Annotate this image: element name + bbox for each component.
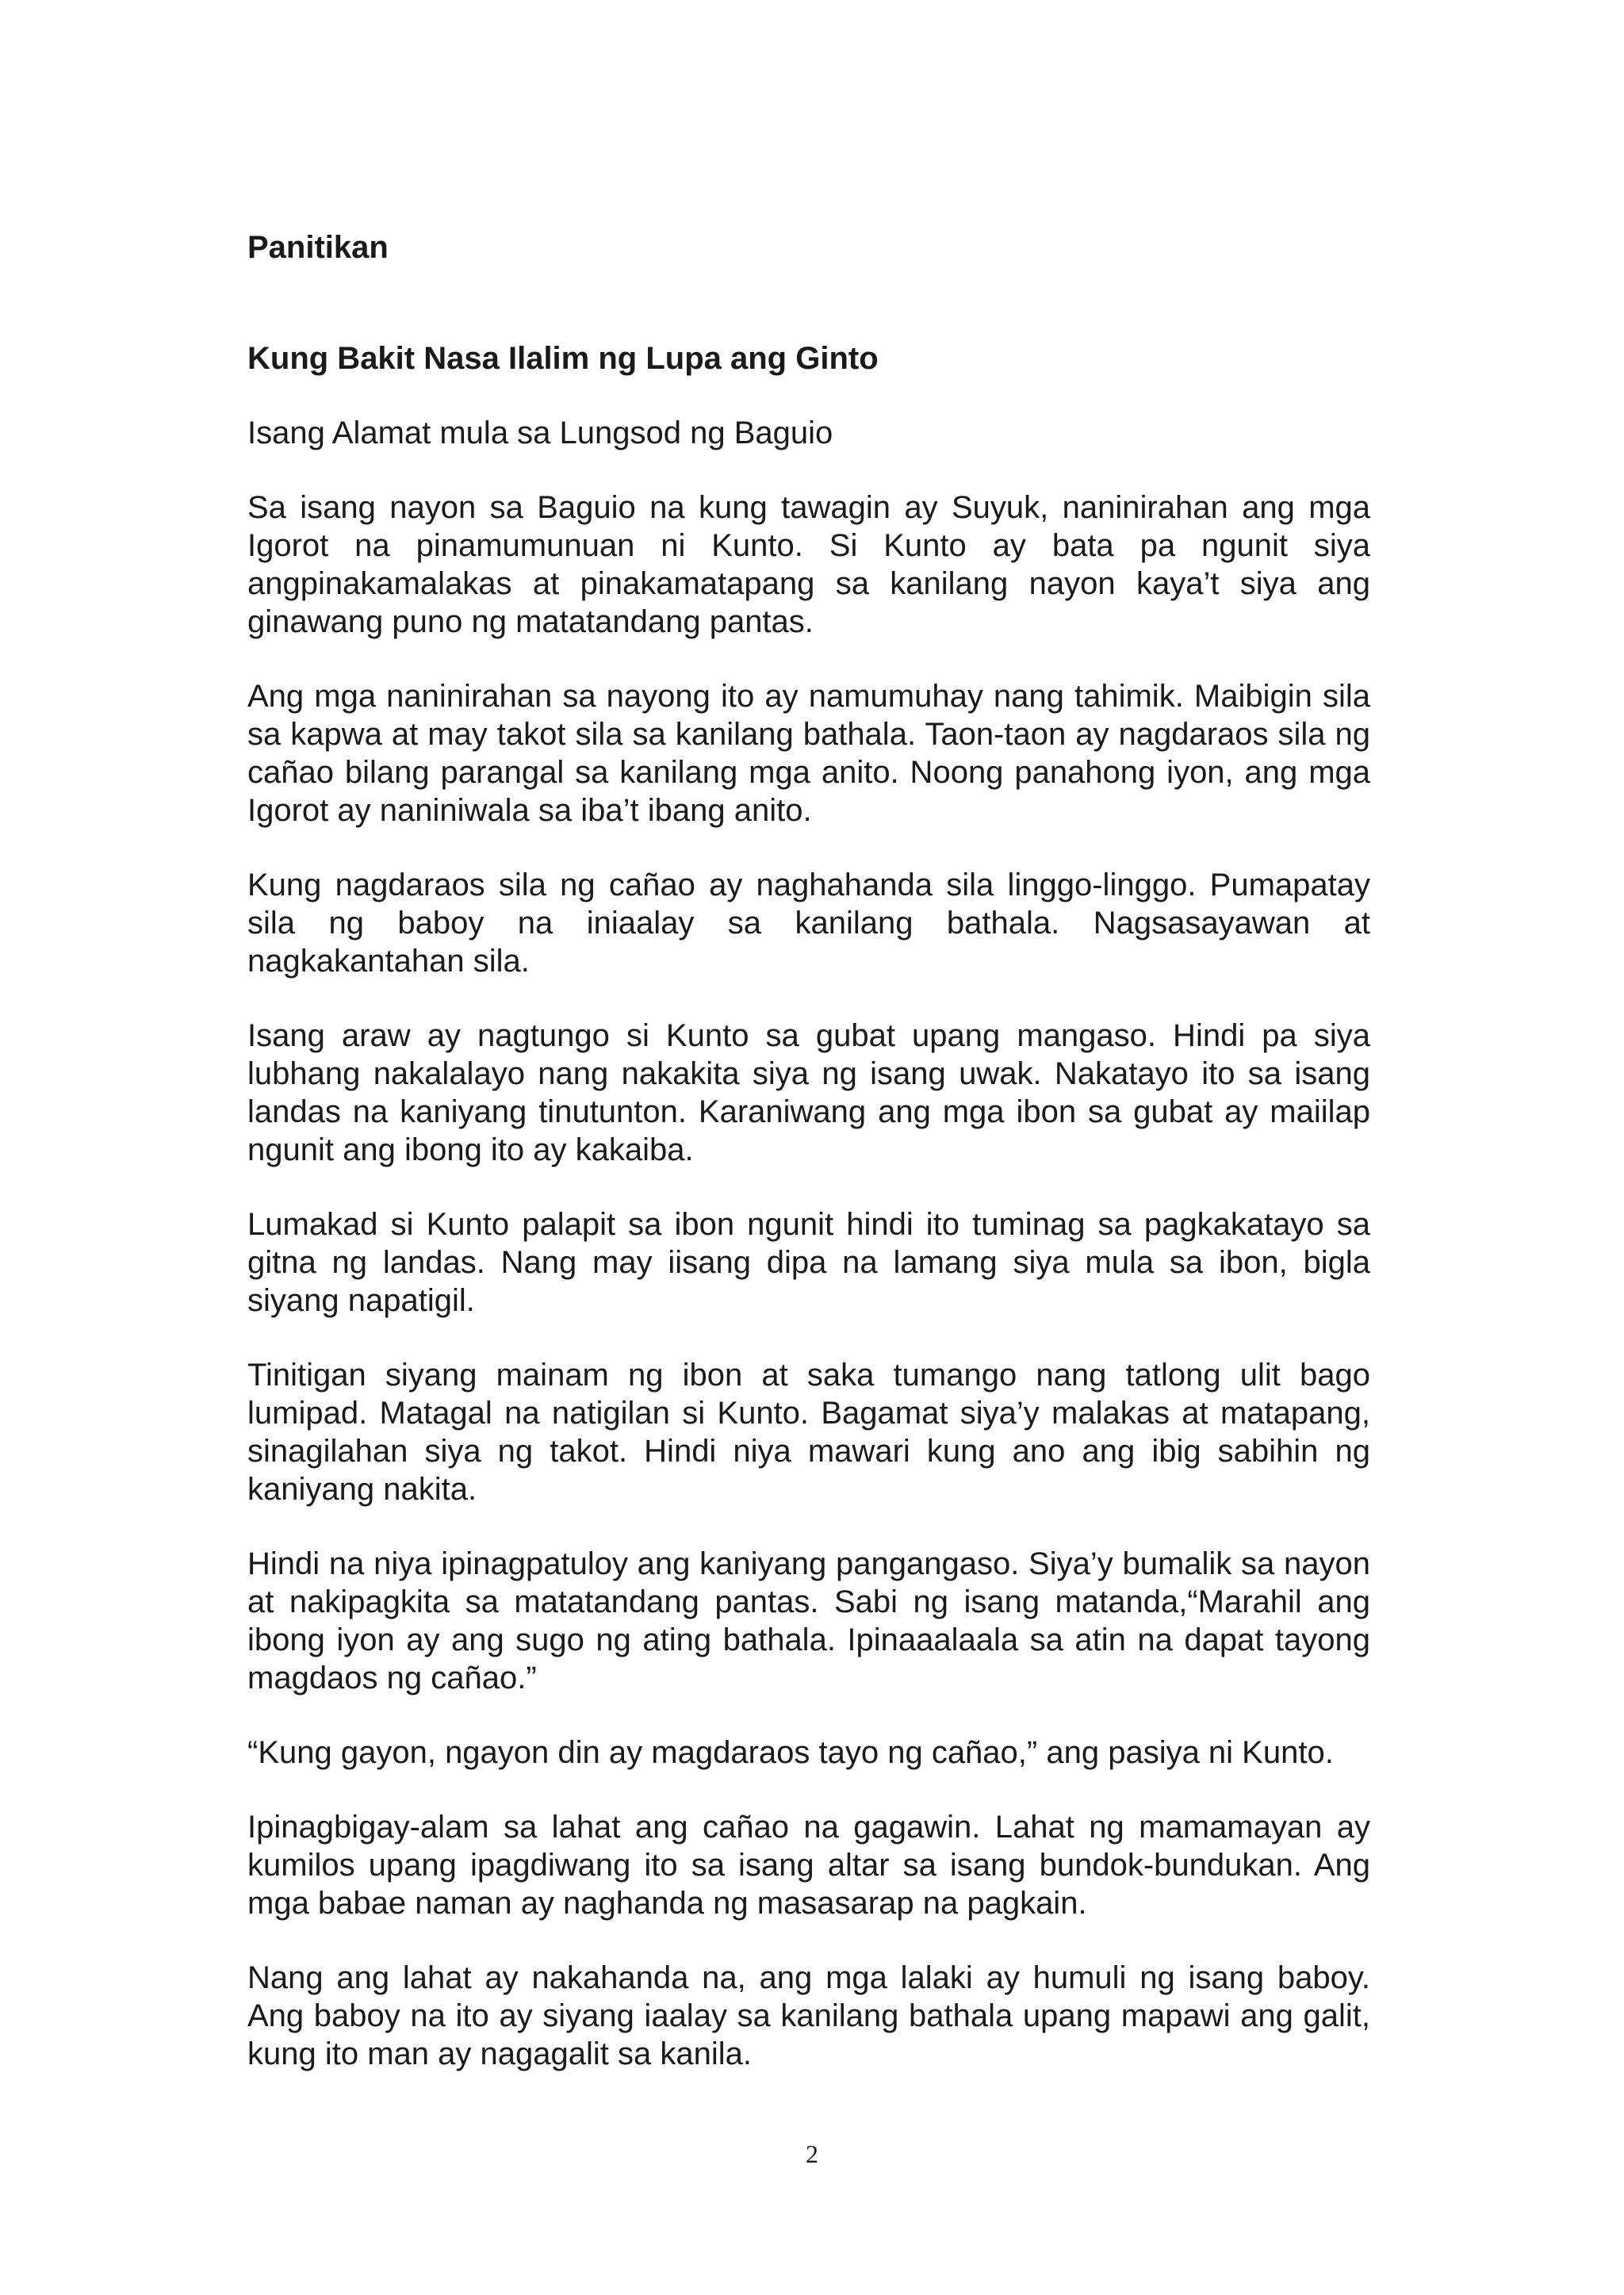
paragraph: Nang ang lahat ay nakahanda na, ang mga lalaki ay humuli ng isang baboy. Ang baboy na ito ay siyang iaalay sa kanilang bathala upang mapawi ang galit, kung ito man ay nagagalit sa kanila. <box>247 1960 1370 2071</box>
paragraph: Isang araw ay nagtungo si Kunto sa gubat upang mangaso. Hindi pa siya lubhang nakalalayo nang nakakita siya ng isang uwak. Nakatayo ito sa isang landas na kaniyang tinutunton. Karaniwang ang mga ibon sa gubat ay maiilap ngunit ang ibong ito ay kakaiba. <box>247 1018 1370 1167</box>
paragraph: Kung nagdaraos sila ng cañao ay naghahanda sila linggo-linggo. Pumapatay sila ng baboy na iniaalay sa kanilang bathala. Nagsasayawan at nagkakantahan sila. <box>247 868 1370 979</box>
paragraph: Sa isang nayon sa Baguio na kung tawagin ay Suyuk, naninirahan ang mga Igorot na pinamumunuan ni Kunto. Si Kunto ay bata pa ngunit siya angpinakamalakas at pinakamatapang sa kanilang nayon kaya’t siya ang ginawang puno ng matatandang pantas. <box>247 490 1370 639</box>
story-title: Kung Bakit Nasa Ilalim ng Lupa ang Ginto <box>247 341 879 376</box>
page-number: 2 <box>806 2140 818 2168</box>
paragraph: “Kung gayon, ngayon din ay magdaraos tayo ng cañao,” ang pasiya ni Kunto. <box>247 1735 1334 1770</box>
paragraph: Hindi na niya ipinagpatuloy ang kaniyang pangangaso. Siya’y bumalik sa nayon at nakipagkita sa matatandang pantas. Sabi ng isang matanda,“Marahil ang ibong iyon ay ang sugo ng ating bathala. Ipinaaalaala sa atin na dapat tayong magdaos ng cañao.” <box>247 1546 1370 1695</box>
paragraph: Ipinagbigay-alam sa lahat ang cañao na gagawin. Lahat ng mamamayan ay kumilos upang ipagdiwang ito sa isang altar sa isang bundok-bundukan. Ang mga babae naman ay naghanda ng masasarap na pagkain. <box>247 1810 1370 1921</box>
paragraph: Ang mga naninirahan sa nayong ito ay namumuhay nang tahimik. Maibigin sila sa kapwa at may takot sila sa kanilang bathala. Taon-taon ay nagdaraos sila ng cañao bilang parangal sa kanilang mga anito. Noong panahong iyon, ang mga Igorot ay naniniwala sa iba’t ibang anito. <box>247 679 1370 828</box>
paragraph: Tinitigan siyang mainam ng ibon at saka tumango nang tatlong ulit bago lumipad. Matagal na natigilan si Kunto. Bagamat siya’y malakas at matapang, sinagilahan siya ng takot. Hindi niya mawari kung ano ang ibig sabihin ng kaniyang nakita. <box>247 1358 1370 1507</box>
page-content <box>247 228 1370 2109</box>
story-subtitle: Isang Alamat mula sa Lungsod ng Baguio <box>247 416 833 450</box>
section-label: Panitikan <box>247 230 389 265</box>
paragraph: Lumakad si Kunto palapit sa ibon ngunit hindi ito tuminag sa pagkakatayo sa gitna ng landas. Nang may iisang dipa na lamang siya mula sa ibon, bigla siyang napatigil. <box>247 1207 1370 1318</box>
